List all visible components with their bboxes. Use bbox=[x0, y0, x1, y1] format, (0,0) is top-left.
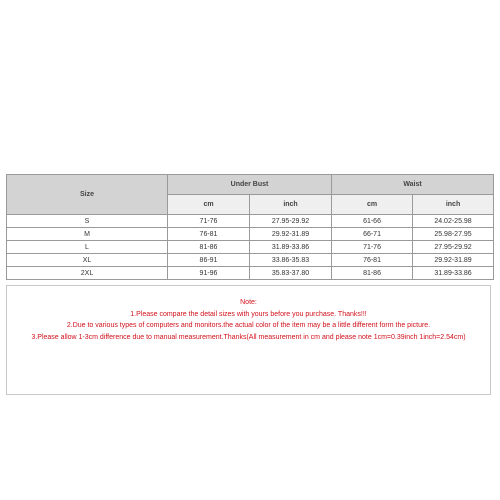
under-bust-cm-cell: 91-96 bbox=[168, 267, 250, 280]
size-cell: 2XL bbox=[7, 267, 168, 280]
waist-cm-cell: 71-76 bbox=[332, 241, 413, 254]
table-row bbox=[7, 215, 494, 228]
notes-box bbox=[6, 285, 491, 395]
waist-cm-cell: 81-86 bbox=[332, 267, 413, 280]
size-cell: S bbox=[7, 215, 168, 228]
size-cell: L bbox=[7, 241, 168, 254]
size-cell: M bbox=[7, 228, 168, 241]
note-title: Note: bbox=[240, 299, 257, 306]
waist-inch-cell: 31.89-33.86 bbox=[413, 267, 494, 280]
waist-cm-cell: 66-71 bbox=[332, 228, 413, 241]
waist-cm-cell: 61-66 bbox=[332, 215, 413, 228]
size-chart-table bbox=[6, 174, 494, 280]
waist-inch-header: inch bbox=[413, 195, 494, 215]
under-bust-cm-cell: 71-76 bbox=[168, 215, 250, 228]
waist-inch-cell: 27.95-29.92 bbox=[413, 241, 494, 254]
note-line-2: 2.Due to various types of computers and monitors.the actual color of the item may be a little different form the picture. bbox=[66, 322, 431, 329]
note-line-1: 1.Please compare the detail sizes with yours before you purchase. Thanks!!! bbox=[130, 310, 367, 318]
under-bust-inch-header: inch bbox=[250, 195, 332, 215]
under-bust-inch-cell: 33.86-35.83 bbox=[250, 254, 332, 267]
under-bust-header: Under Bust bbox=[168, 175, 332, 195]
table-row bbox=[7, 241, 494, 254]
table-row bbox=[7, 267, 494, 280]
under-bust-inch-cell: 35.83-37.80 bbox=[250, 267, 332, 280]
waist-inch-cell: 25.98-27.95 bbox=[413, 228, 494, 241]
size-cell: XL bbox=[7, 254, 168, 267]
note-line-3: 3.Please allow 1-3cm difference due to manual measurement.Thanks(All measurement in cm and please note 1cm=0.39inch 1inch=2.54cm) bbox=[31, 333, 466, 341]
header-row bbox=[7, 175, 494, 195]
under-bust-cm-cell: 86-91 bbox=[168, 254, 250, 267]
under-bust-inch-cell: 27.95-29.92 bbox=[250, 215, 332, 228]
under-bust-cm-cell: 81-86 bbox=[168, 241, 250, 254]
waist-header: Waist bbox=[332, 175, 494, 195]
waist-inch-cell: 24.02-25.98 bbox=[413, 215, 494, 228]
table-row bbox=[7, 228, 494, 241]
under-bust-cm-cell: 76-81 bbox=[168, 228, 250, 241]
under-bust-cm-header: cm bbox=[168, 195, 250, 215]
under-bust-inch-cell: 29.92-31.89 bbox=[250, 228, 332, 241]
waist-cm-cell: 76-81 bbox=[332, 254, 413, 267]
table-row bbox=[7, 254, 494, 267]
size-column-header: Size bbox=[7, 175, 168, 215]
waist-cm-header: cm bbox=[332, 195, 413, 215]
waist-inch-cell: 29.92-31.89 bbox=[413, 254, 494, 267]
under-bust-inch-cell: 31.89-33.86 bbox=[250, 241, 332, 254]
